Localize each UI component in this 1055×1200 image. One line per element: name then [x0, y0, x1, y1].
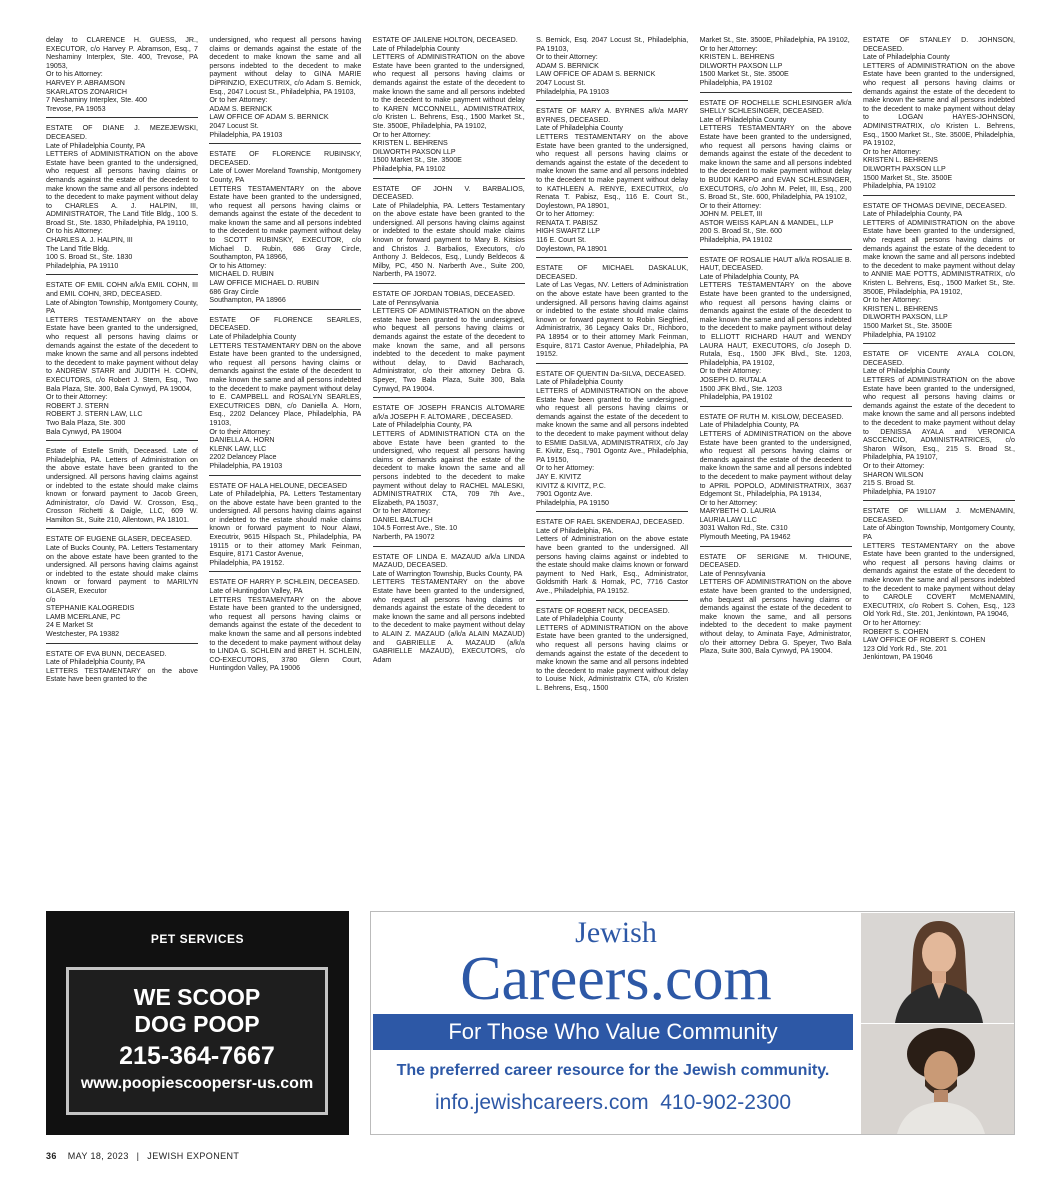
legal-notice: Estate of Estelle Smith, Deceased. Late of Philadelphia, PA. Letters of Administration on the above estate have been granted to the undersigned. All persons having claims against or indebted to the estate should make claims known or forward payment to Jacob Green, Administrator, c/o David W. Crosson, Esq., Crosson Richetti & Daigle, LLC, 609 W. Hamilton St., Suite 210, Allentown, PA 18101. [46, 447, 198, 529]
woman-portrait-illustration [861, 913, 1014, 1023]
careers-contact: info.jewishcareers.com 410-902-2300 [434, 1091, 792, 1114]
legal-notice: ESTATE OF ROBERT NICK, DECEASED. Late of Philadelphia County LETTERS of ADMINISTRATION on the above Estate have been granted to the undersigned, who request all persons having claims or demands against the estate of the decedent to make known the same and all persons indebted to the decedent to make payment without delay to Louise Nick, Administratrix CTA, c/o Kristen L. Behrens, Esq., 1500 [536, 606, 689, 692]
legal-notice: ESTATE OF QUENTIN Da-SILVA, DECEASED. Late of Philadelphia County LETTERS of ADMINISTRATION on the above Estate have been granted to the undersigned, who request all persons having claims or demands against the estate of the decedent to make known the same and all persons indebted to the decedent to make payment without delay to ESMIE DaSILVA, ADMINISTRATRIX, c/o Jay E. Kivitz, Esq., 7901 Ogontz Ave., Philadelphia, PA 19150, Or to her Attorney: JAY E. KIVITZ KIVITZ & KIVITZ, P.C. 7901 Ogontz Ave. Philadelphia, PA 19150 [536, 370, 688, 513]
legal-notice: ESTATE OF DIANE J. MEZEJEWSKI, DECEASED. Late of Philadelphia County, PA LETTERS of ADMINISTRATION on the above Estate have been granted to the undersigned, who request all persons having claims or demands against the estate of the decedent to make known the same and all persons indebted to the decedent to make payment without delay to CHARLES A. J. HALPIN, III, ADMINISTRATOR, The Land Title Bldg., 100 S. Broad St., Ste. 1830, Philadelphia, PA 19110, Or to his Attorney: CHARLES A. J. HALPIN, III The Land Title Bldg. 100 S. Broad St., Ste. 1830 Philadelphia, PA 19110 [46, 124, 198, 275]
legal-notice: ESTATE OF WILLIAM J. McMENAMIN, DECEASED. Late of Abington Township, Montgomery County, PA LETTERS TESTAMENTARY on the above Estate have been granted to the undersigned, who request all persons having claims or demands against the estate of the decedent to make known the same and all persons indebted to the decedent to make payment without delay to CAROLE COVERT McMENAMIN, EXECUTRIX, c/o Robert S. Cohen, Esq., 123 Old York Rd., Ste. 201, Jenkintown, PA 19046, Or to her Attorney: ROBERT S. COHEN LAW OFFICE OF ROBERT S. COHEN 123 Old York Rd., Ste. 201 Jenkintown, PA 19046 [862, 507, 1015, 662]
legal-notice: ESTATE OF VICENTE AYALA COLON, DECEASED. Late of Philadelphia County LETTERS of ADMINISTRATION on the above Estate have been granted to the undersigned, who request all persons having claims or demands against the estate of the decedent to make known the same and all persons indebted to the decedent to make payment without delay to DENISSA AYALA and VERONICA ASCCENCIO, ADMINISTRATRICES, c/o Sharon Wilson, Esq., 215 S. Broad St., Philadelphia, PA 19107, Or to their Attorney: SHARON WILSON 215 S. Broad St. Philadelphia, PA 19107 [863, 350, 1015, 501]
legal-notice: ESTATE OF MARY A. BYRNES a/k/a MARY BYRNES, DECEASED. Late of Philadelphia County LETTERS TESTAMENTARY on the above Estate have been granted to the undersigned, who request all persons having claims or demands against the estate of the decedent to make known the same and all persons indebted to the decedent to make payment without delay to KATHLEEN A. RENYE, EXECUTRIX, c/o Renata T. Pabisz, Esq., 116 E. Court St., Doylestown, PA 18901, Or to her Attorney: RENATA T. PABISZ HIGH SWARTZ LLP 116 E. Court St. Doylestown, PA 18901 [536, 107, 688, 258]
page-footer [46, 1151, 239, 1161]
legal-notice: S. Bernick, Esq. 2047 Locust St., Philadelphia, PA 19103, Or to their Attorney: ADAM S. BERNICK LAW OFFICE OF ADAM S. BERNICK 2047 Locust St. Philadelphia, PA 19103 [536, 36, 688, 101]
legal-notice: ESTATE OF JAILENE HOLTON, DECEASED. Late of Philadelphia County LETTERS of ADMINISTRATION on the above Estate have been granted to the undersigned, who request all persons having claims or demands against the estate of the decedent to make known the same and all persons indebted to the decedent to make payment without delay to KAREN MCCONNELL, ADMINISTRATRIX, c/o Kristen L. Behrens, Esq., 1500 Market St., Ste. 3500E, Philadelphia, PA 19102, Or to her Attorney: KRISTEN L. BEHRENS DILWORTH PAXSON LLP 1500 Market St., Ste. 3500E Philadelphia, PA 19102 [373, 36, 525, 179]
careers-logo-top: Jewish [575, 916, 657, 949]
notice-column [209, 36, 361, 774]
legal-notice: undersigned, who request all persons having claims or demands against the estate of the decedent to make known the same and all persons indebted to the decedent to make payment without delay to GINA MARIE DiPRINZIO, EXECUTRIX, c/o Adam S. Bernick, Esq., 2047 Locust St., Philadelphia, PA 19103, Or to her Attorney: ADAM S. BERNICK LAW OFFICE OF ADAM S. BERNICK 2047 Locust St. Philadelphia, PA 19103 [209, 36, 361, 144]
legal-notice: ESTATE OF ROSALIE HAUT a/k/a ROSALIE B. HAUT, DECEASED. Late of Philadelphia County, PA LETTERS TESTAMENTARY on the above Estate have been granted to the undersigned, who request all persons having claims or demands against the estate of the decedent to make known the same and all persons indebted to the decedent to make payment without delay to ELLIOTT RICHARD HAUT and WENDY LAURA HAUT, EXECUTORS, c/o Joseph D. Rutala, Esq., 1500 JFK Blvd., Ste. 1203, Philadelphia, PA 19102, Or to their Attorney: JOSEPH D. RUTALA 1500 JFK Blvd., Ste. 1203 Philadelphia, PA 19102 [700, 256, 852, 407]
notice-column [373, 36, 525, 774]
legal-notice: ESTATE OF STANLEY D. JOHNSON, DECEASED. Late of Philadelphia County LETTERS of ADMINISTRATION on the above Estate have been granted to the undersigned, who request all persons having claims or demands against the estate of the decedent to make known the same and all persons indebted to the decedent to make payment without delay to LOGAN HAYES-JOHNSON, ADMINISTRATRIX, c/o Kristen L. Behrens, Esq., 1500 Market St., Ste. 3500E, Philadelphia, PA 19102, Or to her Attorney: KRISTEN L. BEHRENS DILWORTH PAXSON LLP 1500 Market St., Ste. 3500E Philadelphia, PA 19102 [863, 36, 1015, 196]
legal-notice: ESTATE OF THOMAS DEVINE, DECEASED. Late of Philadelphia County, PA LETTERS of ADMINISTRATION on the above Estate have been granted to the undersigned, who request all persons having claims or demands against the estate of the decedent to make known the same and all persons indebted to the decedent to make payment without delay to ANNIE MAE POTTS, ADMINISTRATRIX, c/o Kristen L. Behrens, Esq., 1500 Market St., Ste. 3500E, Philadelphia, PA 19102, Or to her Attorney: KRISTEN L. BEHRENS DILWORTH PAXSON, LLP 1500 Market St., Ste. 3500E Philadelphia, PA 19102 [863, 202, 1015, 345]
careers-subtext [371, 1060, 855, 1118]
legal-notice: delay to CLARENCE H. GUESS, JR., EXECUTOR, c/o Harvey P. Abramson, Esq., 7 Neshaminy Interplex, Ste. 400, Trevose, PA 19053, Or to his Attorney: HARVEY P. ABRAMSON SKARLATOS ZONARICH 7 Neshaminy Interplex, Ste. 400 Trevose, PA 19053 [46, 36, 198, 118]
legal-notice: ESTATE OF LINDA E. MAZAUD a/k/a LINDA MAZAUD, DECEASED. Late of Warrington Township, Bucks County, PA LETTERS TESTAMENTARY on the above Estate have been granted to the undersigned, who request all persons having claims or demands against the estate of the decedent to make known the same and all persons indebted to the decedent to make payment without delay to ALAIN Z. MAZAUD (a/k/a ALAIN MAZAUD) and GABRIELLE A. MAZAUD (a/k/a GABRIELLE MAZAUD), EXECUTORS, c/o Adam [372, 552, 525, 664]
legal-notice: ESTATE OF HALA HELOUNE, DECEASED Late of Philadelphia, PA. Letters Testamentary on the above estate have been granted to the undersigned. All persons having claims against or indebted to the estate should make claims known or forward payment to Nour Alawi, Executrix, 9615 Hilspach St., Philadelphia, PA 19115 or to their attorney Mark Feinman, Esquire, 8171 Castor Avenue, Philadelphia, PA 19152. [209, 482, 361, 573]
pet-ad-headline: WE SCOOP DOG POOP [133, 984, 261, 1037]
legal-notice: ESTATE OF EUGENE GLASER, DECEASED. Late of Bucks County, PA. Letters Testamentary on the above estate have been granted to the undersigned. All persons having claims against or indebted to the estate should make claims known or forward payment to MARILYN GLASER, Executor c/o STEPHANIE KALOGREDIS LAMB MCERLANE, PC 24 E Market St Westchester, PA 19382 [46, 535, 198, 643]
man-portrait-photo [861, 1024, 1014, 1134]
pet-ad-url: www.poopiescoopersr-us.com [80, 1075, 314, 1092]
legal-notice: ESTATE OF HARRY P. SCHLEIN, DECEASED. Late of Huntingdon Valley, PA LETTERS TESTAMENTARY on the above Estate have been granted to the undersigned, who request all persons having claims or demands against the estate of the decedent to make known the same and all persons indebted to the decedent to make payment without delay to LINDA G. SCHLEIN and BRET H. SCHLEIN, CO-EXECUTORS, 3780 Glenn Court, Huntingdon Valley, PA 19006 [209, 578, 362, 673]
publication-name: JEWISH EXPONENT [147, 1151, 240, 1161]
legal-notice: ESTATE OF EVA BUNN, DECEASED. Late of Philadelphia County, PA LETTERS TESTAMENTARY on the above Estate have been granted to the [46, 649, 198, 684]
legal-notice: ESTATE OF EMIL COHN a/k/a EMIL COHN, III and EMIL COHN, 3RD, DECEASED. Late of Abington Township, Montgomery County, PA LETTERS TESTAMENTARY on the above Estate have been granted to the undersigned, who request all persons having claims or demands against the estate of the decedent to make known the same and all persons indebted to the decedent to make payment without delay to ANDREW STARR and JUDITH H. COHN, EXECUTORS, c/o Robert J. Stern, Esq., Two Bala Plaza, Ste. 300, Bala Cynwyd, PA 19004, Or to their Attorney: ROBERT J. STERN ROBERT J. STERN LAW, LLC Two Bala Plaza, Ste. 300 Bala Cynwyd, PA 19004 [46, 281, 198, 441]
notice-column [536, 36, 688, 774]
legal-notice: ESTATE OF MICHAEL DASKALUK, DECEASED. Late of Las Vegas, NV. Letters of Administration on the above estate have been granted to the undersigned. All persons having claims against or indebted to the estate should make claims known or forward payment to Robin Siegfried, Administratrix, 36 Legacy Oaks Dr., Richboro, PA 18954 or to their attorney Mark Feinman, Esquire, 8171 Castor Avenue, Philadelphia, PA 19152. [536, 264, 688, 364]
footer-separator: | [136, 1151, 140, 1161]
woman-portrait-photo [861, 913, 1014, 1023]
man-portrait-illustration [861, 1024, 1014, 1134]
legal-notice: Market St., Ste. 3500E, Philadelphia, PA 19102, Or to her Attorney: KRISTEN L. BEHRENS DILWORTH PAXSON LLP 1500 Market St., Ste. 3500E Philadelphia, PA 19102 [700, 36, 852, 93]
notice-column [700, 36, 852, 774]
legal-notice: ESTATE OF FLORENCE SEARLES, DECEASED. Late of Philadelphia County LETTERS TESTAMENTARY DBN on the above Estate have been granted to the undersigned, who request all persons having claims or demands against the estate of the decedent to make known the same and all persons indebted to the decedent to make payment without delay to E. CAMPBELL and ROSALYN SEARLES, EXECUTRICES DBN, c/o Daniella A. Horn, Esq., 2202 Delancey Place, Philadelphia, PA 19103, Or to their Attorney: DANIELLA A. HORN KLENK LAW, LLC 2202 Delancey Place Philadelphia, PA 19103 [209, 316, 361, 476]
legal-notice: ESTATE OF JOHN V. BARBALIOS, DECEASED. Late of Philadelphia, PA. Letters Testamentary on the above estate have been granted to the undersigned. All persons having claims against or indebted to the estate should make claims known or forward payment to Mary B. Kitsios and Christos J. Barbalios, Executors, c/o Anthony J. Beldecos, Esq., Lundy Beldecos & Milby, PC, 450 N. Narberth Ave., Suite 200, Narberth, PA 19072. [373, 185, 525, 285]
legal-notice: ESTATE OF ROCHELLE SCHLESINGER a/k/a SHELLY SCHLESINGER, DECEASED. Late of Philadelphia County LETTERS TESTAMENTARY on the above Estate have been granted to the undersigned, who request all persons having claims or demands against the estate of the decedent to make known the same and all persons indebted to the decedent to make payment without delay to BUDDI KARPO and EVAN SCHLESINGER, EXECUTORS, c/o John M. Pelet, III, Esq., 200 S. Broad St., Ste. 600, Philadelphia, PA 19102, Or to their Attorney: JOHN M. PELET, III ASTOR WEISS KAPLAN & MANDEL, LLP 200 S. Broad St., Ste. 600 Philadelphia, PA 19102 [700, 99, 852, 250]
pet-ad-phone: 215-364-7667 [119, 1042, 275, 1070]
legal-notice: ESTATE OF JORDAN TOBIAS, DECEASED. Late of Pennsylvania LETTERS OF ADMINISTRATION on the above estate have been granted to the undersigned, who bequest all persons having claims or demands against the estate of the decedent to make known the same, and all persons indebted to the decedent to make payment without delay, to David Bacharach, Administrator, c/o their attorney Debra G. Speyer, Two Bala Plaza, Suite 300, Bala Cynwyd, PA 19004. [373, 290, 525, 398]
legal-notice: ESTATE OF RUTH M. KISLOW, DECEASED. Late of Philadelphia County, PA LETTERS of ADMINISTRATION on the above Estate have been granted to the undersigned, who request all persons having claims or demands against the estate of the decedent to make known the same and all persons indebted to the decedent to make payment without delay to APRIL POPOLO, ADMINISTRATRIX, 3637 Edgemont St., Philadelphia, PA 19134, Or to her Attorney: MARYBETH O. LAURIA LAURIA LAW LLC 3031 Walton Rd., Ste. C310 Plymouth Meeting, PA 19462 [700, 413, 852, 547]
careers-tagline: For Those Who Value Community [373, 1014, 853, 1050]
careers-description: The preferred career resource for the Jewish community. [396, 1062, 830, 1079]
page-number: 36 [46, 1151, 57, 1161]
pet-services-label: PET SERVICES [150, 932, 245, 946]
legal-notices [46, 36, 1015, 774]
jewish-careers-ad [370, 911, 1015, 1135]
legal-notice: ESTATE OF JOSEPH FRANCIS ALTOMARE a/k/a JOSEPH F. ALTOMARE , DECEASED. Late of Philadelphia County, PA LETTERS of ADMINISTRATION CTA on the above Estate have been granted to the undersigned, who request all persons having claims or demands against the estate of the decedent to make known the same and all persons indebted to the decedent to make payment without delay to RACHEL MALESKI, ADMINISTRATRIX CTA, 709 7th Ave., Elizabeth, PA 15037, Or to her Attorney: DANIEL BALTUCH 104.5 Forrest Ave., Ste. 10 Narberth, PA 19072 [373, 404, 525, 547]
legal-notice: ESTATE OF FLORENCE RUBINSKY, DECEASED. Late of Lower Moreland Township, Montgomery County, PA LETTERS TESTAMENTARY on the above Estate have been granted to the undersigned, who request all persons having claims or demands against the estate of the decedent to make known the same and all persons indebted to the decedent to make payment without delay to SCOTT RUBINSKY, EXECUTOR, c/o Michael D. Rubin, 686 Gray Circle, Southampton, PA 18966, Or to his Attorney: MICHAEL D. RUBIN LAW OFFICE MICHAEL D. RUBIN 686 Gray Circle Southampton, PA 18966 [209, 150, 361, 310]
careers-logo-main: Careers.com [460, 945, 772, 1013]
legal-notice: ESTATE OF RAEL SKENDERAJ, DECEASED. Late of Philadelphia, PA. Letters of Administration on the above estate have been granted to the undersigned. All persons having claims against or indebted to the estate should make claims known or forward payment to Ned Hark, Esq., Administrator, Goldsmith Hark & Hornak, PC, 7716 Castor Ave., Philadelphia, PA 19152. [536, 518, 688, 600]
issue-date: MAY 18, 2023 [67, 1151, 129, 1161]
notice-column [46, 36, 198, 774]
careers-logo [381, 916, 851, 1013]
pet-services-ad [46, 911, 349, 1135]
pet-ad-box [66, 967, 328, 1115]
notice-column [863, 36, 1015, 774]
legal-notice: ESTATE OF SERIGNE M. THIOUNE, DECEASED. Late of Pennsylvania LETTERS OF ADMINISTRATION on the above estate have been granted to the undersigned, who bequest all persons having claims or demands against the estate of the decedent to make known the same, and all persons indebted to the decedent to make payment without delay, to Aminata Faye, Administrator, c/o their attorney Debra G. Speyer, Two Bala Plaza, Suite 300, Bala Cynwyd, PA 19004. [699, 552, 852, 656]
